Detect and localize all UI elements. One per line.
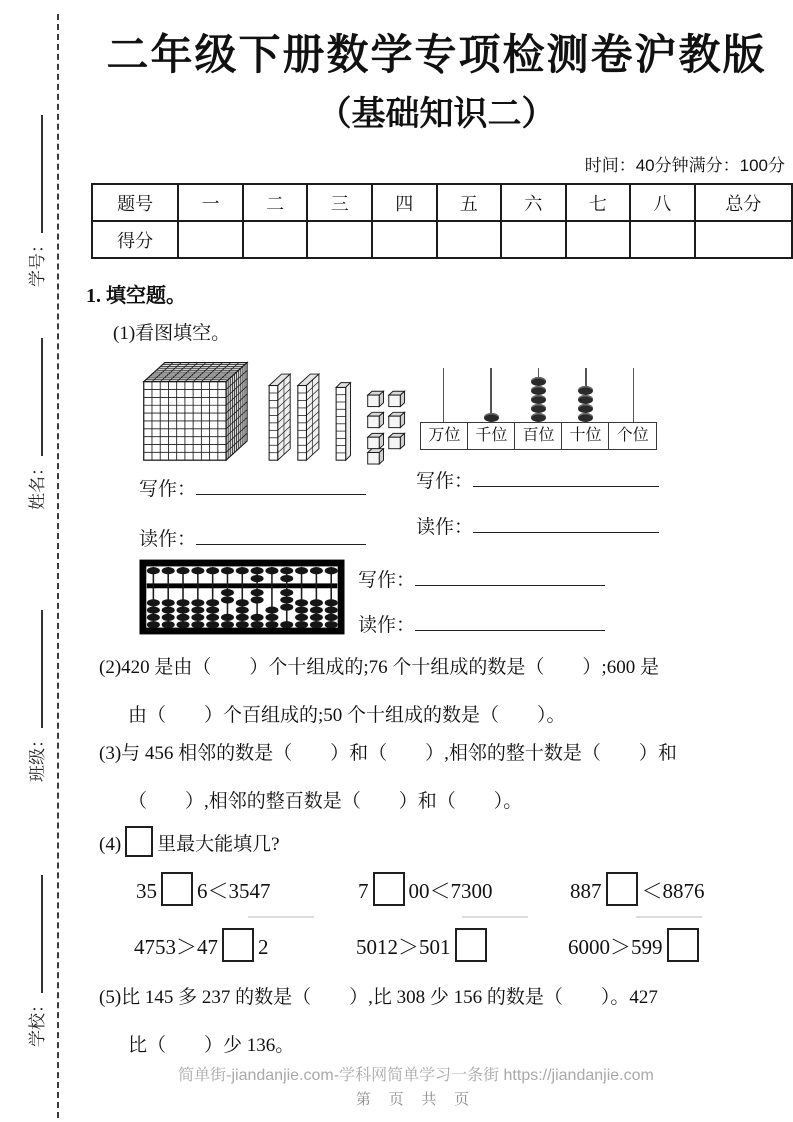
answer-box[interactable] — [373, 872, 405, 906]
read-as-blank[interactable] — [415, 614, 605, 631]
student-id-label: 学号： — [28, 236, 47, 287]
read-as-blank[interactable] — [196, 528, 366, 545]
write-as-blank[interactable] — [415, 569, 605, 586]
place-value-bead — [578, 413, 593, 422]
ineq-text: 7 — [358, 879, 369, 903]
write-as-field — [416, 466, 659, 493]
answer-box[interactable] — [125, 826, 153, 857]
inequality-item — [570, 872, 705, 906]
page-title: 二年级下册数学专项检测卷沪教版 — [106, 31, 767, 78]
read-as-field — [139, 524, 366, 551]
answer-box[interactable] — [222, 928, 254, 962]
ineq-text: ＜8876 — [641, 879, 705, 903]
q5-line1: (5)比 145 多 237 的数是（ ）,比 308 少 156 的数是（ ）。427 — [99, 987, 658, 1008]
inequality-item — [134, 928, 269, 962]
q2-line1: (2)420 是由（ ）个十组成的;76 个十组成的数是（ ）;600 是 — [99, 657, 659, 678]
place-value-bead — [531, 395, 546, 404]
place-value-cell: 个位 — [608, 422, 657, 450]
footer-site-line: 简单街-jiandanjie.com-学科网简单学习一条街 https://jiandanjie.com — [178, 1067, 654, 1084]
place-value-bead — [484, 413, 499, 422]
place-value-chart — [420, 368, 657, 451]
score-header-cell: 四 — [372, 184, 437, 221]
base-ten-blocks-figure — [138, 350, 406, 467]
inequality-item — [356, 928, 491, 962]
score-cell[interactable] — [630, 221, 695, 258]
ineq-text: 4753＞47 — [134, 935, 218, 959]
read-as-label: 读作： — [416, 517, 474, 538]
section-heading: 1. 填空题。 — [86, 285, 186, 307]
ineq-text: 5012＞501 — [356, 935, 451, 959]
ineq-text: 35 — [136, 879, 157, 903]
score-cell[interactable] — [566, 221, 631, 258]
score-value-row — [92, 221, 792, 258]
q2-line2: 由（ ）个百组成的;50 个十组成的数是（ ）。 — [128, 705, 566, 726]
write-as-label: 写作： — [416, 471, 474, 492]
score-header-cell: 题号 — [92, 184, 178, 221]
answer-line — [636, 916, 702, 918]
score-header-row — [92, 184, 792, 221]
score-cell[interactable] — [307, 221, 372, 258]
place-value-cell: 万位 — [420, 422, 469, 450]
score-header-cell: 三 — [307, 184, 372, 221]
abacus-figure — [139, 559, 345, 635]
place-value-bead — [531, 386, 546, 395]
class-blank[interactable] — [27, 610, 43, 728]
q3-line1: (3)与 456 相邻的数是（ ）和（ ）,相邻的整十数是（ ）和 — [99, 743, 677, 764]
class-label: 班级： — [28, 731, 47, 782]
q4-prompt — [99, 826, 280, 857]
ineq-text: 2 — [258, 935, 269, 959]
student-id-field — [23, 87, 45, 287]
ineq-text: 00＜7300 — [408, 879, 493, 903]
inequality-item — [568, 928, 703, 962]
place-value-bead — [578, 404, 593, 413]
q5-line2: 比（ ）少 136。 — [128, 1035, 295, 1056]
write-as-label: 写作： — [358, 570, 416, 591]
answer-box[interactable] — [161, 872, 193, 906]
score-header-cell: 二 — [243, 184, 308, 221]
score-cell[interactable] — [178, 221, 243, 258]
score-cell[interactable] — [243, 221, 308, 258]
ineq-text: 887 — [570, 879, 602, 903]
place-value-cell: 百位 — [514, 422, 563, 450]
score-cell[interactable] — [437, 221, 502, 258]
time-note: 时间：40分钟满分：100分 — [584, 156, 785, 175]
write-as-label: 写作： — [139, 479, 197, 500]
write-as-field — [358, 565, 605, 592]
school-label: 学校： — [28, 996, 47, 1047]
score-cell[interactable] — [501, 221, 566, 258]
read-as-field — [416, 512, 659, 539]
class-field — [23, 582, 45, 782]
school-field — [23, 847, 45, 1047]
place-value-cell: 千位 — [467, 422, 516, 450]
answer-box[interactable] — [667, 928, 699, 962]
student-name-label: 姓名： — [28, 459, 47, 510]
q1-label: (1)看图填空。 — [113, 323, 231, 344]
place-value-bead — [531, 413, 546, 422]
answer-box[interactable] — [606, 872, 638, 906]
place-value-bead — [531, 377, 546, 386]
read-as-field — [358, 610, 605, 637]
score-cell[interactable] — [372, 221, 437, 258]
read-as-blank[interactable] — [473, 516, 659, 533]
answer-line — [462, 916, 528, 918]
place-value-bead — [578, 386, 593, 395]
write-as-blank[interactable] — [196, 478, 366, 495]
inequality-item — [136, 872, 271, 906]
student-name-field — [23, 310, 45, 510]
score-cell[interactable] — [695, 221, 792, 258]
read-as-label: 读作： — [358, 615, 416, 636]
place-value-labels — [420, 422, 657, 450]
inequality-item — [358, 872, 493, 906]
page-subtitle: （基础知识二） — [317, 95, 556, 133]
place-value-cell: 十位 — [561, 422, 610, 450]
answer-box[interactable] — [455, 928, 487, 962]
q4-prompt-text: 里最大能填几? — [157, 834, 280, 855]
score-row-label: 得分 — [92, 221, 178, 258]
margin-dashed-line — [57, 14, 59, 1118]
score-table — [91, 183, 793, 259]
place-value-bead — [531, 404, 546, 413]
answer-line — [248, 916, 314, 918]
student-id-blank[interactable] — [27, 115, 43, 233]
ineq-text: 6000＞599 — [568, 935, 663, 959]
write-as-blank[interactable] — [473, 470, 659, 487]
ineq-text: 6＜3547 — [197, 879, 271, 903]
read-as-label: 读作： — [139, 529, 197, 550]
score-header-cell: 六 — [501, 184, 566, 221]
place-value-bead — [578, 395, 593, 404]
write-as-field — [139, 474, 366, 501]
school-blank[interactable] — [27, 875, 43, 993]
student-name-blank[interactable] — [27, 338, 43, 456]
q3-line2: （ ）,相邻的整百数是（ ）和（ ）。 — [128, 791, 523, 812]
score-header-cell: 八 — [630, 184, 695, 221]
score-header-cell: 七 — [566, 184, 631, 221]
score-header-cell: 一 — [178, 184, 243, 221]
footer-page-number: 第 页 共 页 — [355, 1092, 477, 1108]
score-header-cell: 总分 — [695, 184, 792, 221]
q4-prefix: (4) — [99, 834, 122, 855]
score-header-cell: 五 — [437, 184, 502, 221]
place-value-beads — [420, 368, 657, 422]
